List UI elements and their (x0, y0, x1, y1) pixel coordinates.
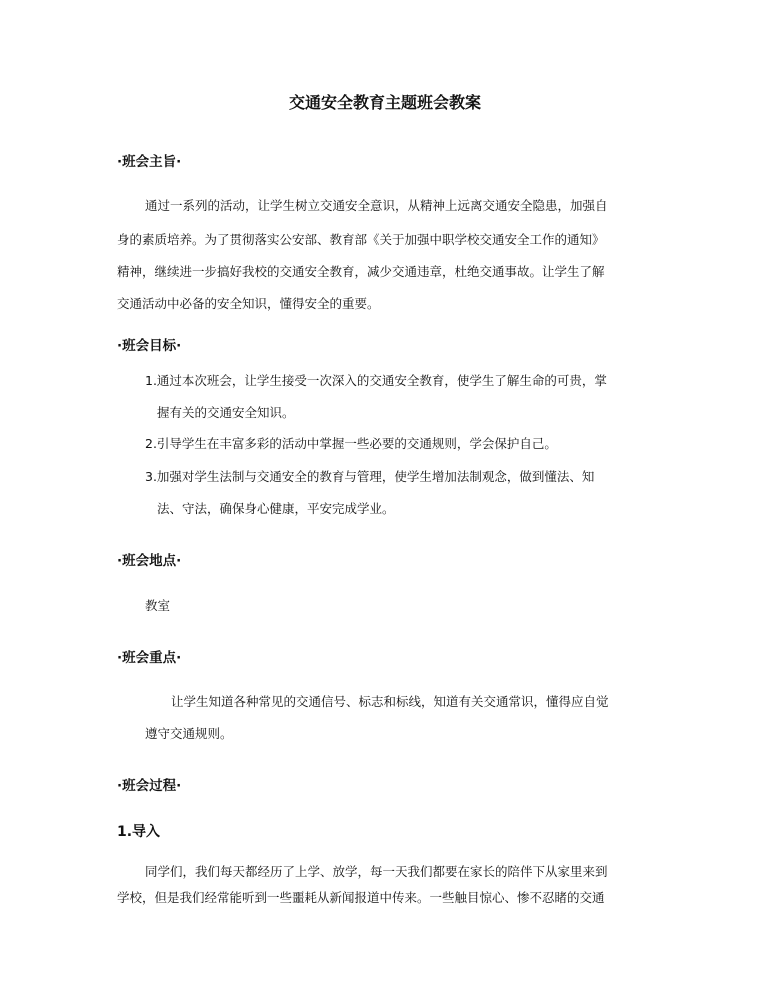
section-heading-location: ·班会地点· (117, 553, 182, 569)
section-heading-purpose: ·班会主旨· (117, 154, 182, 170)
purpose-line: 身的素质培养。为了贯彻落实公安部、教育部《关于加强中职学校交通安全工作的通知》 (117, 232, 605, 247)
focus-line: 让学生知道各种常见的交通信号、标志和标线，知道有关交通常识，懂得应自觉 (171, 694, 609, 709)
section-heading-focus: ·班会重点· (117, 650, 182, 666)
goal-item-1: 1.通过本次班会，让学生接受一次深入的交通安全教育，使学生了解生命的可贵，掌 (145, 373, 607, 388)
goal-item-1-continued: 握有关的交通安全知识。 (157, 405, 295, 420)
purpose-line: 通过一系列的活动，让学生树立交通安全意识，从精神上远离交通安全隐患，加强自 (145, 198, 608, 213)
purpose-line: 精神，继续进一步搞好我校的交通安全教育，减少交通违章，杜绝交通事故。让学生了解 (117, 264, 605, 279)
process-line: 学校，但是我们经常能听到一些噩耗从新闻报道中传来。一些触目惊心、惨不忍睹的交通 (117, 890, 605, 905)
document-title: 交通安全教育主题班会教案 (288, 93, 481, 112)
goal-item-2: 2.引导学生在丰富多彩的活动中掌握一些必要的交通规则，学会保护自己。 (145, 436, 557, 451)
location-text: 教室 (145, 598, 171, 613)
section-heading-process: ·班会过程· (117, 778, 182, 794)
goal-item-3-continued: 法、守法，确保身心健康，平安完成学业。 (157, 501, 395, 516)
process-line: 同学们，我们每天都经历了上学、放学，每一天我们都要在家长的陪伴下从家里来到 (145, 864, 608, 879)
goal-item-3: 3.加强对学生法制与交通安全的教育与管理，使学生增加法制观念，做到懂法、知 (145, 469, 595, 484)
purpose-line: 交通活动中必备的安全知识，懂得安全的重要。 (117, 296, 380, 311)
section-heading-goals: ·班会目标· (117, 338, 182, 354)
focus-line: 遵守交通规则。 (145, 726, 233, 741)
process-subheading-intro: 1.导入 (117, 824, 161, 840)
